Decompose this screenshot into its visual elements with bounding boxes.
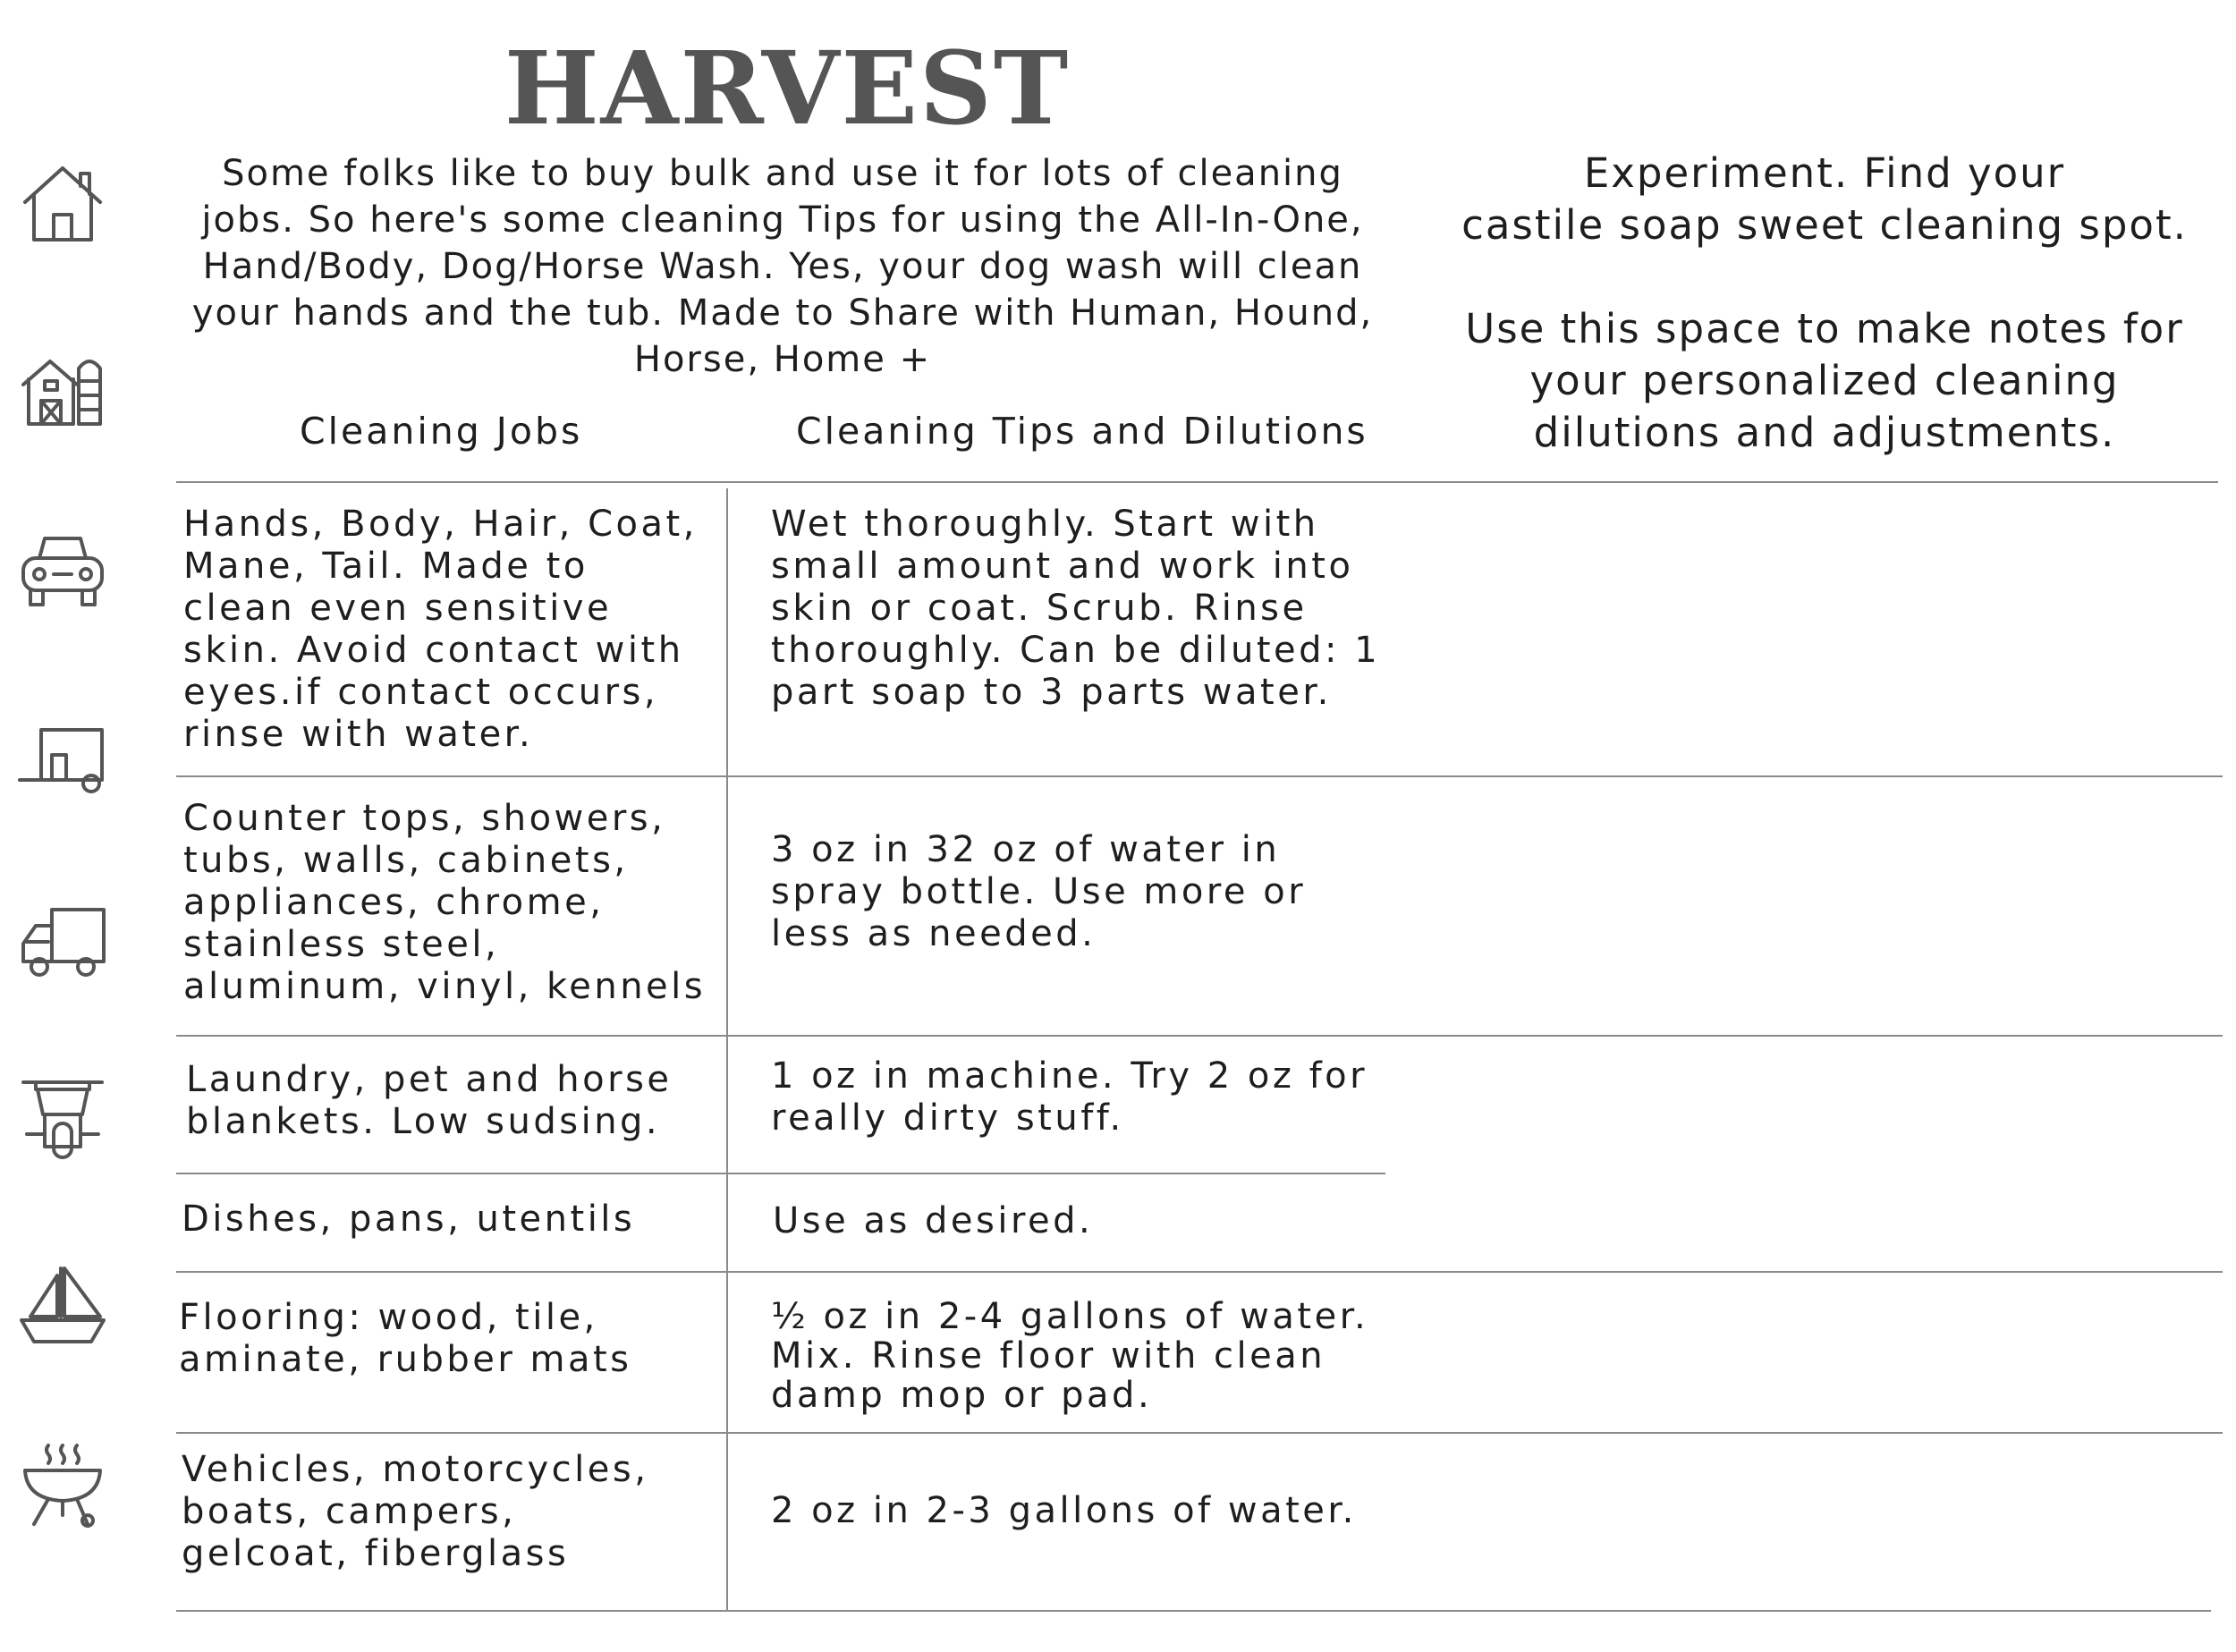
- notes-instructions: [1431, 148, 2218, 459]
- sailboat-icon: [18, 1261, 107, 1351]
- house-icon: [18, 159, 107, 249]
- barn-icon: [18, 342, 107, 431]
- table-cell-tip: 3 oz in 32 oz of water in spray bottle. Use more or less as needed.: [771, 829, 1307, 954]
- column-divider: [726, 488, 728, 1610]
- row-divider: [176, 775, 2223, 777]
- table-cell-job: Flooring: wood, tile, aminate, rubber mats: [179, 1297, 632, 1380]
- car-icon: [18, 528, 107, 617]
- column-header-cleaning-jobs: Cleaning Jobs: [300, 410, 583, 453]
- row-divider: [176, 1271, 2223, 1273]
- notes-line: Experiment. Find your: [1583, 149, 2066, 197]
- camper-trailer-icon: [18, 714, 107, 803]
- logo-text: HARVEST: [504, 30, 1071, 148]
- intro-paragraph: Some folks like to buy bulk and use it for lots of cleaning jobs. So here's some cleaning Tips for using the All-In-One, Hand/Body, Dog/Horse Wash. Yes, your dog wash will clean your hands and the tub. Made to Share with Human, Hound, Horse, Home +: [191, 153, 1374, 380]
- row-divider: [176, 1432, 2223, 1434]
- notes-line: your personalized cleaning: [1529, 357, 2120, 404]
- table-cell-tip: ½ oz in 2-4 gallons of water. Mix. Rinse floor with clean damp mop or pad.: [771, 1296, 1369, 1416]
- column-header-cleaning-tips: Cleaning Tips and Dilutions: [796, 410, 1368, 453]
- grill-icon: [18, 1440, 107, 1529]
- notes-line: Use this space to make notes for: [1465, 305, 2184, 352]
- table-cell-job: Dishes, pans, utentils: [182, 1199, 636, 1240]
- table-bottom-rule: [176, 1610, 2211, 1612]
- row-divider: [176, 1035, 2223, 1037]
- notes-line: castile soap sweet cleaning spot.: [1461, 201, 2188, 249]
- table-cell-job: Counter tops, showers, tubs, walls, cabinets, appliances, chrome, stainless steel, aluminum, vinyl, kennels: [183, 798, 707, 1007]
- harvest-logo: [504, 30, 1071, 150]
- table-top-rule: [176, 481, 2218, 483]
- table-cell-tip: Use as desired.: [773, 1200, 1094, 1241]
- table-cell-tip: 1 oz in machine. Try 2 oz for really dirty stuff.: [771, 1055, 1368, 1139]
- notes-line: dilutions and adjustments.: [1533, 409, 2116, 456]
- table-cell-job: Vehicles, motorcycles, boats, campers, gelcoat, fiberglass: [182, 1449, 649, 1574]
- row-divider: [176, 1173, 1385, 1174]
- table-cell-tip: Wet thoroughly. Start with small amount and work into skin or coat. Scrub. Rinse thoroughly. Can be diluted: 1 part soap to 3 parts water.: [771, 504, 1381, 713]
- table-cell-job: Laundry, pet and horse blankets. Low sudsing.: [186, 1059, 673, 1142]
- scooter-icon: [18, 1072, 107, 1161]
- truck-icon: [18, 899, 107, 988]
- table-cell-tip: 2 oz in 2-3 gallons of water.: [771, 1490, 1357, 1531]
- table-cell-job: Hands, Body, Hair, Coat, Mane, Tail. Made to clean even sensitive skin. Avoid contact with eyes.if contact occurs, rinse with water.: [183, 504, 698, 755]
